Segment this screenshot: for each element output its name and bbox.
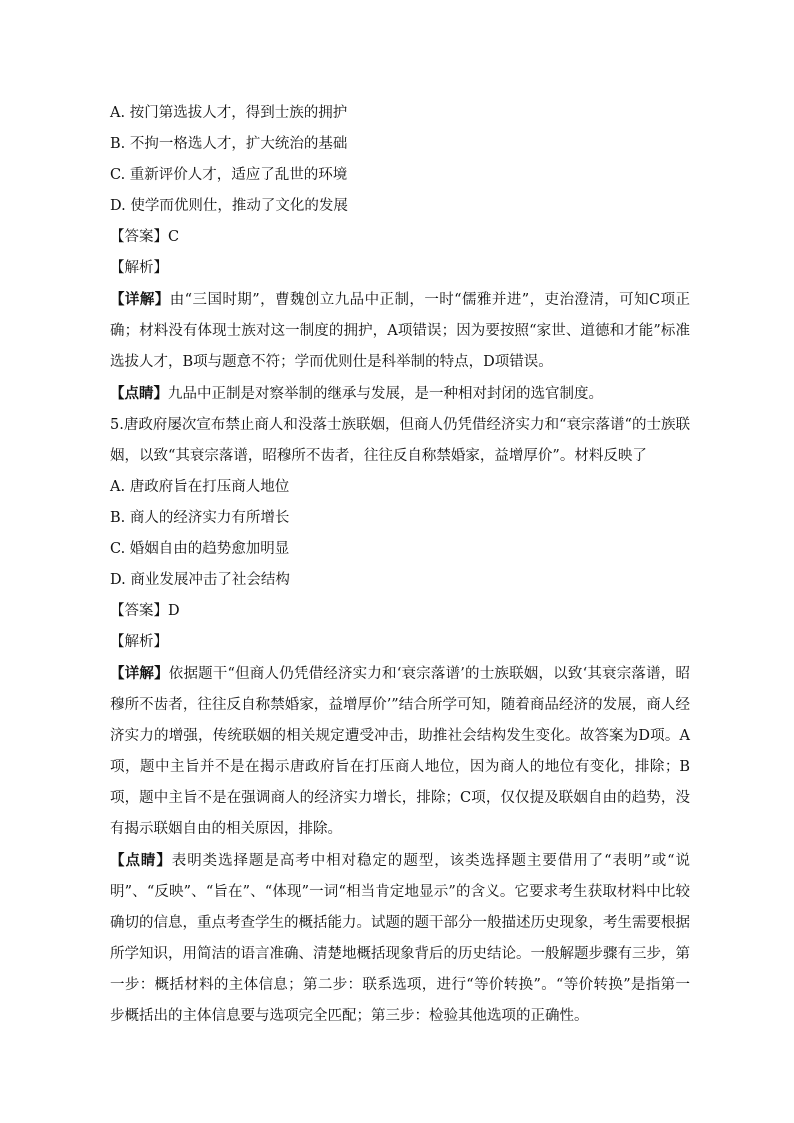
q5-note-label: 【点睛】 [110, 852, 172, 869]
q4-note-text: 九品中正制是对察举制的继承与发展，是一种相对封闭的选官制度。 [168, 386, 603, 402]
q5-option-d: D. 商业发展冲击了社会结构 [110, 572, 290, 588]
q4-option-d: D. 使学而优则仕，推动了文化的发展 [110, 198, 348, 214]
q5-stem: 5.唐政府屡次宣布禁止商人和没落士族联姻，但商人仍凭借经济实力和“衰宗落谱“的士族联姻，以致“其衰宗落谱，昭穆所不齿者，往往反自称禁婚家，益增厚价”。材料反映了 [110, 417, 690, 464]
q4-note-label: 【点睛】 [110, 385, 168, 402]
q5-option-c: C. 婚姻自由的趋势愈加明显 [110, 541, 290, 557]
q5-detail [110, 658, 690, 845]
q4-detail [110, 284, 690, 378]
q5-detail-label: 【详解】 [110, 665, 169, 682]
q5-note [110, 845, 690, 1032]
q5-note-text: 表明类选择题是高考中相对稳定的题型，该类选择题主要借用了“表明”或“说明”、“反映”、“旨在”、“体现”一词“相当肯定地显示”的含义。它要求考生获取材料中比较确切的信息，重点考查学生的概括能力。试题的题干部分一般描述历史现象，考生需要根据所学知识，用简洁的语言准确、清楚地概括现象背后的历史结论。一般解题步骤有三步，第一步：概括材料的主体信息；第二步：联系选项，进行“等价转换”。“等价转换”是指第一步概括出的主体信息要与选项完全匹配；第三步：检验其他选项的正确性。 [110, 853, 690, 1024]
q4-option-b: B. 不拘一格选人才，扩大统治的基础 [110, 136, 348, 152]
q4-option-a: A. 按门第选拔人才，得到士族的拥护 [110, 105, 348, 121]
q4-answer: 【答案】C [110, 229, 180, 245]
q5-analysis-label: 【解析】 [110, 634, 168, 650]
document-page [110, 98, 690, 1032]
q4-option-c: C. 重新评价人才，适应了乱世的环境 [110, 167, 348, 183]
q5-option-a: A. 唐政府旨在打压商人地位 [110, 479, 290, 495]
q5-detail-text: 依据题干“但商人仍凭借经济实力和‘衰宗落谱’的士族联姻，以致‘其衰宗落谱，昭穆所不齿者，往往反自称禁婚家，益增厚价’”结合所学可知，随着商品经济的发展，商人经济实力的增强，传统联姻的相关规定遭受冲击，助推社会结构发生变化。故答案为D项。A项，题中主旨并不是在揭示唐政府旨在打压商人地位，因为商人的地位有变化，排除；B项，题中主旨不是在强调商人的经济实力增长，排除；C项，仅仅提及联姻自由的趋势，没有揭示联姻自由的相关原因，排除。 [110, 666, 690, 837]
q4-detail-label: 【详解】 [110, 291, 170, 308]
q4-detail-text: 由“三国时期”，曹魏创立九品中正制，一时“儒雅并进”，吏治澄清，可知C项正确；材料没有体现士族对这一制度的拥护，A项错误；因为要按照“家世、道德和才能”标准选拔人才，B项与题意不符；学而优则仕是科举制的特点，D项错误。 [110, 292, 691, 370]
q4-note [110, 378, 690, 410]
q5-answer: 【答案】D [110, 603, 180, 619]
q5-option-b: B. 商人的经济实力有所增长 [110, 510, 290, 526]
q4-analysis-label: 【解析】 [110, 260, 168, 276]
